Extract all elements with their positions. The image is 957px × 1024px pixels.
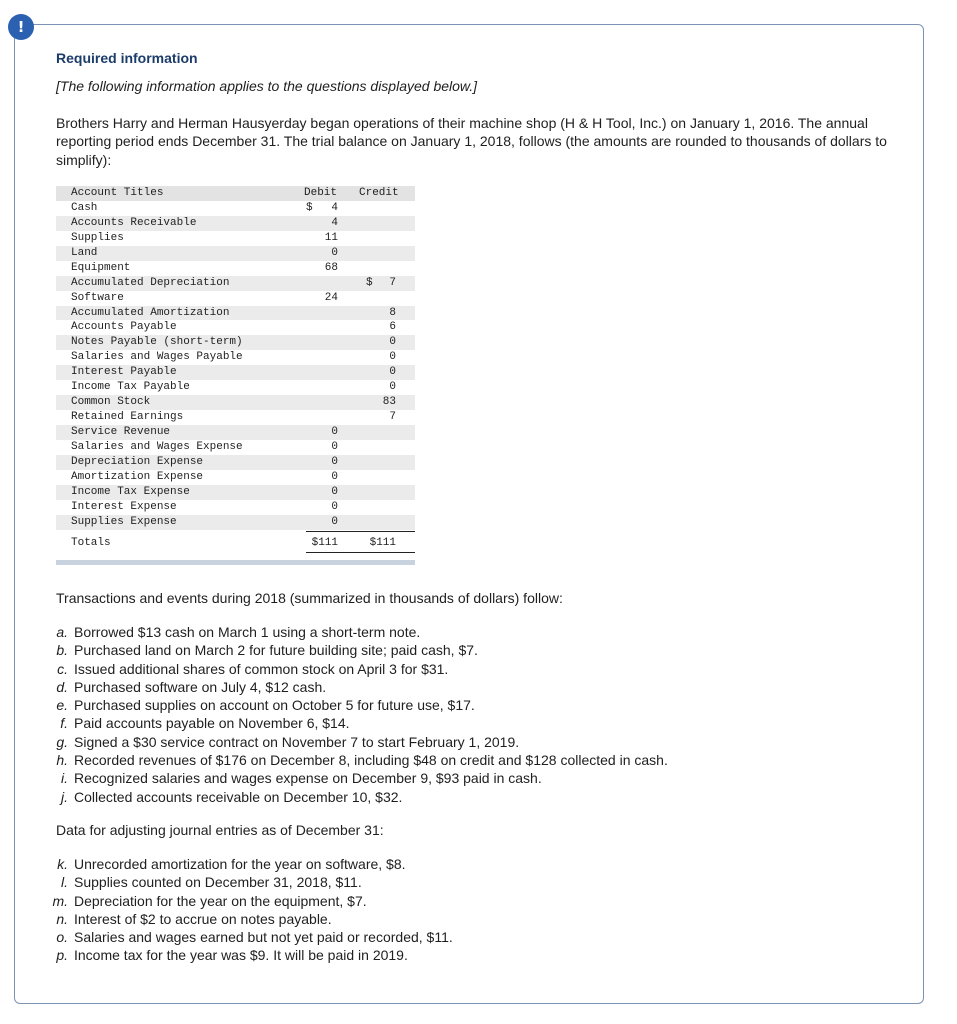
debit-value: 24	[324, 291, 338, 304]
table-row	[56, 231, 415, 246]
credit-value: 83	[382, 396, 396, 409]
list-item	[48, 751, 908, 769]
item-letter: l.	[61, 874, 68, 891]
account-title: Depreciation Expense	[71, 455, 204, 468]
debit-value: 0	[331, 440, 338, 453]
item-text: Recognized salaries and wages expense on December 9, $93 paid in cash.	[74, 770, 542, 787]
table-row	[56, 485, 415, 500]
item-letter: e.	[56, 697, 68, 714]
list-item	[48, 892, 908, 910]
item-text: Purchased land on March 2 for future building site; paid cash, $7.	[74, 642, 478, 659]
item-letter: h.	[56, 752, 68, 769]
item-text: Depreciation for the year on the equipment, $7.	[74, 892, 367, 909]
item-text: Salaries and wages earned but not yet paid or recorded, $11.	[74, 929, 453, 946]
credit-value: 0	[389, 381, 396, 394]
item-text: Paid accounts payable on November 6, $14.	[74, 715, 350, 732]
trial-balance-table	[56, 186, 415, 549]
debit-value: 4	[331, 216, 338, 229]
table-row	[56, 380, 415, 395]
item-text: Issued additional shares of common stock on April 3 for $31.	[74, 660, 449, 677]
debit-currency: $	[306, 201, 313, 214]
debit-value: 0	[331, 485, 338, 498]
credit-value: 0	[389, 351, 396, 364]
table-row	[56, 440, 415, 455]
debit-value: 11	[324, 231, 338, 244]
debit-value: 0	[331, 500, 338, 513]
table-row	[56, 515, 415, 530]
item-letter: f.	[60, 715, 68, 732]
item-text: Income tax for the year was $9. It will be paid in 2019.	[74, 947, 408, 964]
table-row	[56, 425, 415, 440]
account-title: Accumulated Depreciation	[71, 276, 230, 289]
account-title: Salaries and Wages Payable	[71, 351, 243, 364]
table-row	[56, 335, 415, 350]
credit-value: 0	[389, 336, 396, 349]
list-item	[48, 696, 908, 714]
totals-credit: $111	[369, 536, 396, 549]
item-letter: a.	[56, 624, 68, 640]
account-title: Service Revenue	[71, 426, 171, 438]
account-title: Interest Payable	[71, 366, 177, 379]
list-item	[48, 660, 908, 678]
table-row	[56, 500, 415, 515]
item-text: Interest of $2 to accrue on notes payable.	[74, 910, 332, 927]
table-row	[56, 395, 415, 410]
account-title: Accumulated Amortization	[71, 306, 230, 319]
table-row	[56, 276, 415, 291]
account-title: Amortization Expense	[71, 470, 204, 483]
list-item	[48, 733, 908, 751]
account-title: Accounts Receivable	[71, 216, 197, 229]
debit-value: 0	[331, 470, 338, 483]
debit-value: 0	[331, 426, 338, 438]
table-row	[56, 320, 415, 335]
table-row	[56, 455, 415, 470]
account-title: Supplies Expense	[71, 515, 177, 528]
account-title: Retained Earnings	[71, 411, 184, 424]
list-item	[48, 678, 908, 696]
adjustments-lead: Data for adjusting journal entries as of December 31:	[56, 822, 384, 838]
totals-double-rule	[306, 552, 415, 553]
item-text: Collected accounts receivable on December 10, $32.	[74, 788, 403, 805]
item-text: Purchased supplies on account on October 5 for future use, $17.	[74, 697, 475, 714]
table-row	[56, 246, 415, 261]
item-letter: g.	[56, 733, 68, 750]
item-letter: k.	[57, 856, 68, 872]
adjustments-list	[48, 855, 908, 965]
item-letter: d.	[56, 678, 68, 695]
list-item	[48, 873, 908, 891]
item-text: Recorded revenues of $176 on December 8, including $48 on credit and $128 collected in cash.	[74, 752, 668, 769]
trial-balance-header	[56, 186, 415, 201]
debit-value: 4	[331, 201, 338, 214]
header-account-titles: Account Titles	[71, 187, 164, 199]
account-title: Land	[71, 246, 98, 259]
account-title: Notes Payable (short-term)	[71, 336, 243, 349]
intro-paragraph: Brothers Harry and Herman Hausyerday began operations of their machine shop (H & H Tool, Inc.) on January 1, 2016. The annual reporting period ends December 31. The trial balance on January 1, 2018, follows (the amounts are rounded to thousands of dollars to simplify):	[56, 115, 887, 168]
table-bottom-bar	[56, 560, 415, 565]
applies-note: [The following information applies to the questions displayed below.]	[56, 78, 478, 94]
list-item	[48, 714, 908, 732]
table-row	[56, 216, 415, 231]
account-title: Equipment	[71, 261, 131, 274]
list-item	[48, 928, 908, 946]
totals-label: Totals	[71, 536, 111, 549]
credit-value: 7	[389, 411, 396, 424]
item-text: Supplies counted on December 31, 2018, $11.	[74, 874, 362, 891]
table-row	[56, 410, 415, 425]
list-item	[48, 788, 908, 806]
alert-icon: !	[8, 14, 34, 40]
credit-value: 0	[389, 366, 396, 379]
item-letter: o.	[56, 929, 68, 946]
credit-currency: $	[366, 276, 373, 289]
list-item	[48, 769, 908, 787]
item-letter: c.	[57, 660, 68, 677]
debit-value: 0	[331, 515, 338, 528]
debit-value: 0	[331, 455, 338, 468]
credit-value: 6	[389, 321, 396, 334]
account-title: Cash	[71, 201, 98, 214]
table-row	[56, 201, 415, 216]
account-title: Common Stock	[71, 396, 151, 409]
item-letter: b.	[56, 642, 68, 659]
header-credit: Credit	[359, 187, 399, 199]
item-letter: j.	[61, 788, 68, 805]
required-information-title: Required information	[56, 50, 198, 66]
account-title: Salaries and Wages Expense	[71, 440, 243, 453]
item-text: Purchased software on July 4, $12 cash.	[74, 678, 327, 695]
item-text: Borrowed $13 cash on March 1 using a short-term note.	[74, 624, 421, 640]
item-letter: n.	[56, 910, 68, 927]
credit-value: 8	[389, 306, 396, 319]
account-title: Income Tax Expense	[71, 485, 190, 498]
table-row	[56, 350, 415, 365]
item-text: Unrecorded amortization for the year on software, $8.	[74, 856, 406, 872]
table-row	[56, 261, 415, 276]
list-item	[48, 623, 908, 641]
transactions-lead: Transactions and events during 2018 (summarized in thousands of dollars) follow:	[56, 590, 563, 606]
account-title: Income Tax Payable	[71, 381, 190, 394]
credit-value: 7	[389, 276, 396, 289]
table-row	[56, 365, 415, 380]
item-text: Signed a $30 service contract on November 7 to start February 1, 2019.	[74, 733, 520, 750]
table-row	[56, 306, 415, 321]
account-title: Supplies	[71, 231, 124, 244]
transactions-list	[48, 623, 908, 806]
account-title: Interest Expense	[71, 500, 177, 513]
list-item	[48, 910, 908, 928]
item-letter: p.	[56, 947, 68, 964]
totals-debit: $111	[311, 536, 338, 549]
account-title: Software	[71, 291, 124, 304]
list-item	[48, 641, 908, 659]
table-row	[56, 291, 415, 306]
list-item	[48, 855, 908, 873]
table-row	[56, 470, 415, 485]
list-item	[48, 946, 908, 964]
totals-row	[56, 532, 415, 554]
debit-value: 0	[331, 246, 338, 259]
item-letter: i.	[61, 770, 68, 787]
account-title: Accounts Payable	[71, 321, 177, 334]
debit-value: 68	[324, 261, 338, 274]
item-letter: m.	[52, 892, 68, 909]
header-debit: Debit	[304, 187, 338, 199]
